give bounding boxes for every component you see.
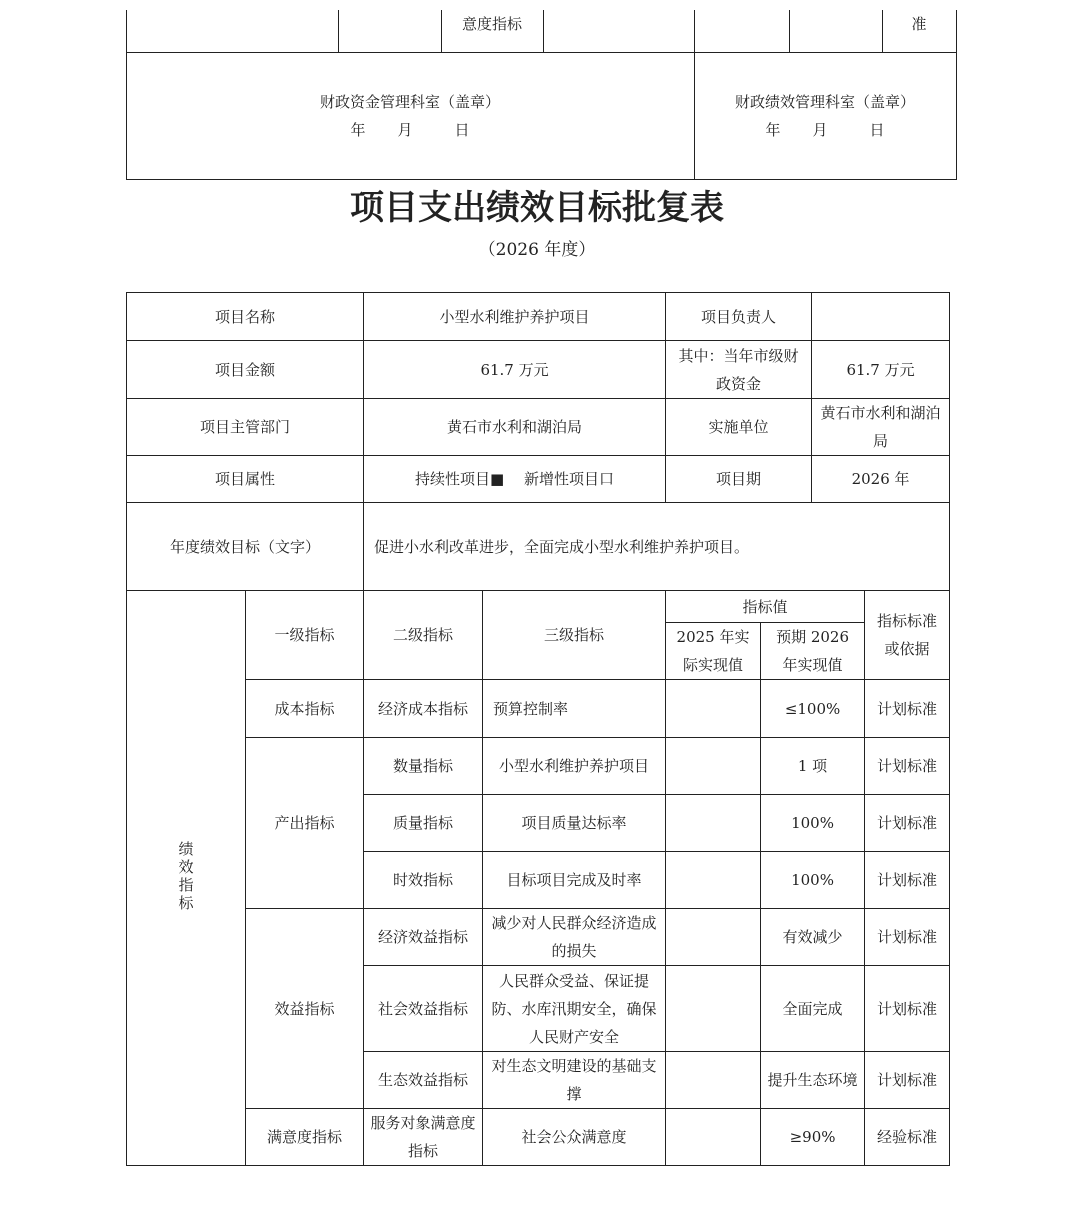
period-label: 项目期 <box>666 456 812 503</box>
basis-cell: 计划标准 <box>865 909 950 966</box>
top-indicator-text: 意度指标 <box>461 15 522 33</box>
actual-cell <box>666 795 761 852</box>
indicator-section-label: 绩效指标 <box>127 591 246 1166</box>
date-day: 日 <box>869 121 885 139</box>
dept-label: 项目主管部门 <box>127 399 364 456</box>
period-value: 2026 年 <box>812 456 950 503</box>
level3-cell: 社会公众满意度 <box>483 1109 666 1166</box>
page-title: 项目支出绩效目标批复表 <box>350 188 724 228</box>
project-name-label: 项目名称 <box>127 293 364 341</box>
header-level3: 三级指标 <box>483 591 666 680</box>
level3-cell: 小型水利维护养护项目 <box>483 738 666 795</box>
actual-cell <box>666 852 761 909</box>
amount-value: 61.7 万元 <box>364 341 666 399</box>
date-year: 年 <box>765 121 781 139</box>
level1-cell: 产出指标 <box>246 738 364 909</box>
header-value: 指标值 <box>666 591 865 623</box>
attr-value: 持续性项目■ 新增性项目口 <box>364 456 666 503</box>
level1-cell: 效益指标 <box>246 909 364 1109</box>
level3-cell: 对生态文明建设的基础支撑 <box>483 1052 666 1109</box>
amount-label: 项目金额 <box>127 341 364 399</box>
header-expected-2026: 预期 2026 年实现值 <box>761 623 865 680</box>
expected-cell: 有效减少 <box>761 909 865 966</box>
row-goal <box>127 503 950 591</box>
level2-cell: 社会效益指标 <box>364 966 483 1052</box>
actual-cell <box>666 738 761 795</box>
header-level1: 一级指标 <box>246 591 364 680</box>
goal-label: 年度绩效目标（文字） <box>127 503 364 591</box>
owner-label: 项目负责人 <box>666 293 812 341</box>
performance-target-table <box>126 292 950 1166</box>
date-right <box>694 116 956 144</box>
actual-cell <box>666 680 761 738</box>
page-subtitle: （2026 年度） <box>478 240 596 260</box>
expected-cell: ≥90% <box>761 1109 865 1166</box>
basis-cell: 计划标准 <box>865 738 950 795</box>
owner-value <box>812 293 950 341</box>
dept-value: 黄石市水利和湖泊局 <box>364 399 666 456</box>
row-amount <box>127 341 950 399</box>
expected-cell: 100% <box>761 795 865 852</box>
stamp-right: 财政绩效管理科室（盖章） <box>734 93 915 111</box>
city-fund-value: 61.7 万元 <box>812 341 950 399</box>
level2-cell: 质量指标 <box>364 795 483 852</box>
table-row <box>127 738 950 795</box>
header-actual-2025: 2025 年实际实现值 <box>666 623 761 680</box>
expected-cell: ≤100% <box>761 680 865 738</box>
expected-cell: 全面完成 <box>761 966 865 1052</box>
stamp-left: 财政资金管理科室（盖章） <box>319 93 500 111</box>
basis-cell: 计划标准 <box>865 1052 950 1109</box>
level2-cell: 时效指标 <box>364 852 483 909</box>
level3-cell: 预算控制率 <box>483 680 666 738</box>
table-row <box>127 1109 950 1166</box>
row-project-name <box>127 293 950 341</box>
actual-cell <box>666 909 761 966</box>
date-month: 月 <box>397 121 413 139</box>
actual-cell <box>666 1052 761 1109</box>
indicator-header-row <box>127 591 950 623</box>
level2-cell: 生态效益指标 <box>364 1052 483 1109</box>
header-basis: 指标标准或依据 <box>865 591 950 680</box>
attr-label: 项目属性 <box>127 456 364 503</box>
table-row <box>127 909 950 966</box>
top-last-cell-text: 准 <box>911 15 927 33</box>
level2-cell: 经济效益指标 <box>364 909 483 966</box>
level3-cell: 项目质量达标率 <box>483 795 666 852</box>
level3-cell: 目标项目完成及时率 <box>483 852 666 909</box>
level1-cell: 成本指标 <box>246 680 364 738</box>
date-month: 月 <box>812 121 828 139</box>
basis-cell: 计划标准 <box>865 795 950 852</box>
level2-cell: 经济成本指标 <box>364 680 483 738</box>
level1-cell: 满意度指标 <box>246 1109 364 1166</box>
project-name-value: 小型水利维护养护项目 <box>364 293 666 341</box>
level3-cell: 减少对人民群众经济造成的损失 <box>483 909 666 966</box>
impl-value: 黄石市水利和湖泊局 <box>812 399 950 456</box>
city-fund-label: 其中：当年市级财政资金 <box>666 341 812 399</box>
level3-cell: 人民群众受益、保证提防、水库汛期安全，确保人民财产安全 <box>483 966 666 1052</box>
goal-value: 促进小水利改革进步，全面完成小型水利维护养护项目。 <box>364 503 950 591</box>
actual-cell <box>666 966 761 1052</box>
basis-cell: 经验标准 <box>865 1109 950 1166</box>
header-level2: 二级指标 <box>364 591 483 680</box>
date-year: 年 <box>350 121 366 139</box>
level2-cell: 服务对象满意度指标 <box>364 1109 483 1166</box>
level2-cell: 数量指标 <box>364 738 483 795</box>
expected-cell: 1 项 <box>761 738 865 795</box>
basis-cell: 计划标准 <box>865 966 950 1052</box>
basis-cell: 计划标准 <box>865 680 950 738</box>
impl-label: 实施单位 <box>666 399 812 456</box>
expected-cell: 100% <box>761 852 865 909</box>
row-dept <box>127 399 950 456</box>
table-row <box>127 680 950 738</box>
expected-cell: 提升生态环境 <box>761 1052 865 1109</box>
actual-cell <box>666 1109 761 1166</box>
basis-cell: 计划标准 <box>865 852 950 909</box>
date-day: 日 <box>454 121 470 139</box>
row-attr <box>127 456 950 503</box>
date-left <box>126 116 694 144</box>
